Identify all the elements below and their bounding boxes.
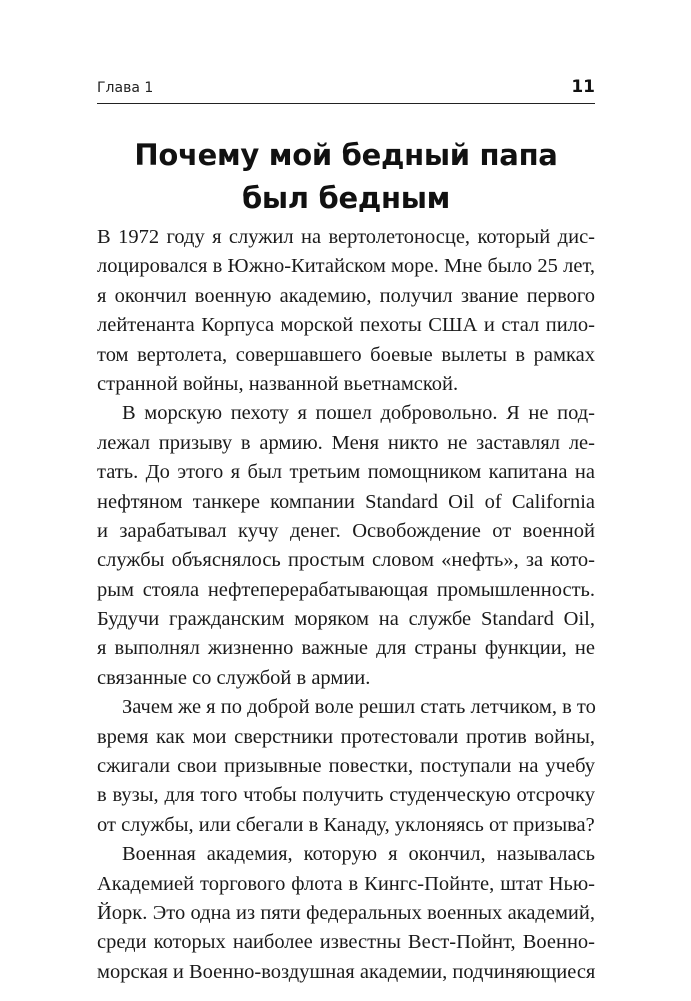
- text-line: лоцировался в Южно-Китайском море. Мне было 25 лет,: [97, 255, 595, 278]
- text-line: Академией торгового флота в Кингс-Пойнте, штат Нью-: [97, 872, 595, 895]
- text-line: морская и Военно-воздушная академии, подчиняющиеся: [97, 960, 596, 983]
- text-line: лежал призыву в армию. Меня никто не заставлял ле-: [97, 431, 595, 454]
- text-line: Военная академия, которую я окончил, называлась: [122, 843, 595, 866]
- text-line: службы объяснялось простым словом «нефть», за кото-: [97, 549, 595, 572]
- text-line: странной войны, названной вьетнамской.: [97, 372, 459, 395]
- text-line: от службы, или сбегали в Канаду, уклоняясь от призыва?: [97, 813, 595, 836]
- text-line: рым стояла нефтеперерабатывающая промышленность.: [97, 578, 595, 601]
- text-line: Йорк. Это одна из пяти федеральных военных академий,: [97, 901, 595, 924]
- text-line: В морскую пехоту я пошел добровольно. Я не под-: [122, 402, 595, 425]
- page-number: 11: [571, 77, 595, 97]
- text-line: я окончил военную академию, получил звание первого: [97, 284, 595, 307]
- text-line: связанные со службой в армии.: [97, 666, 371, 689]
- chapter-label: Глава 1: [97, 80, 154, 96]
- text-line: сжигали свои призывные повестки, поступали на учебу: [97, 755, 595, 778]
- text-line: том вертолета, совершавшего боевые вылеты в рамках: [97, 343, 595, 366]
- header-divider: [97, 103, 595, 104]
- text-line: тать. До этого я был третьим помощником капитана на: [97, 461, 595, 484]
- text-line: нефтяном танкере компании Standard Oil of California: [97, 490, 595, 513]
- text-line: В 1972 году я служил на вертолетоносце, который дис-: [97, 226, 595, 248]
- text-line: время как мои сверстники протестовали против войны,: [97, 725, 595, 748]
- chapter-title-line-1: Почему мой бедный папа: [134, 138, 558, 173]
- running-header: [97, 72, 595, 104]
- text-line: я выполнял жизненно важные для страны функции, не: [97, 637, 595, 660]
- text-line: в вузы, для того чтобы получить студенческую отсрочку: [97, 784, 595, 807]
- text-line: и зарабатывал кучу денег. Освобождение от военной: [97, 519, 595, 542]
- chapter-title-line-2: был бедным: [241, 181, 451, 216]
- text-line: среди которых наиболее известны Вест-Пойнт, Военно-: [97, 931, 595, 954]
- text-line: Зачем же я по доброй воле решил стать летчиком, в то: [122, 696, 596, 719]
- body-text: [97, 223, 595, 987]
- text-line: лейтенанта Корпуса морской пехоты США и стал пило-: [97, 314, 595, 337]
- chapter-title: [97, 134, 595, 220]
- text-line: Будучи гражданским моряком на службе Standard Oil,: [97, 608, 595, 631]
